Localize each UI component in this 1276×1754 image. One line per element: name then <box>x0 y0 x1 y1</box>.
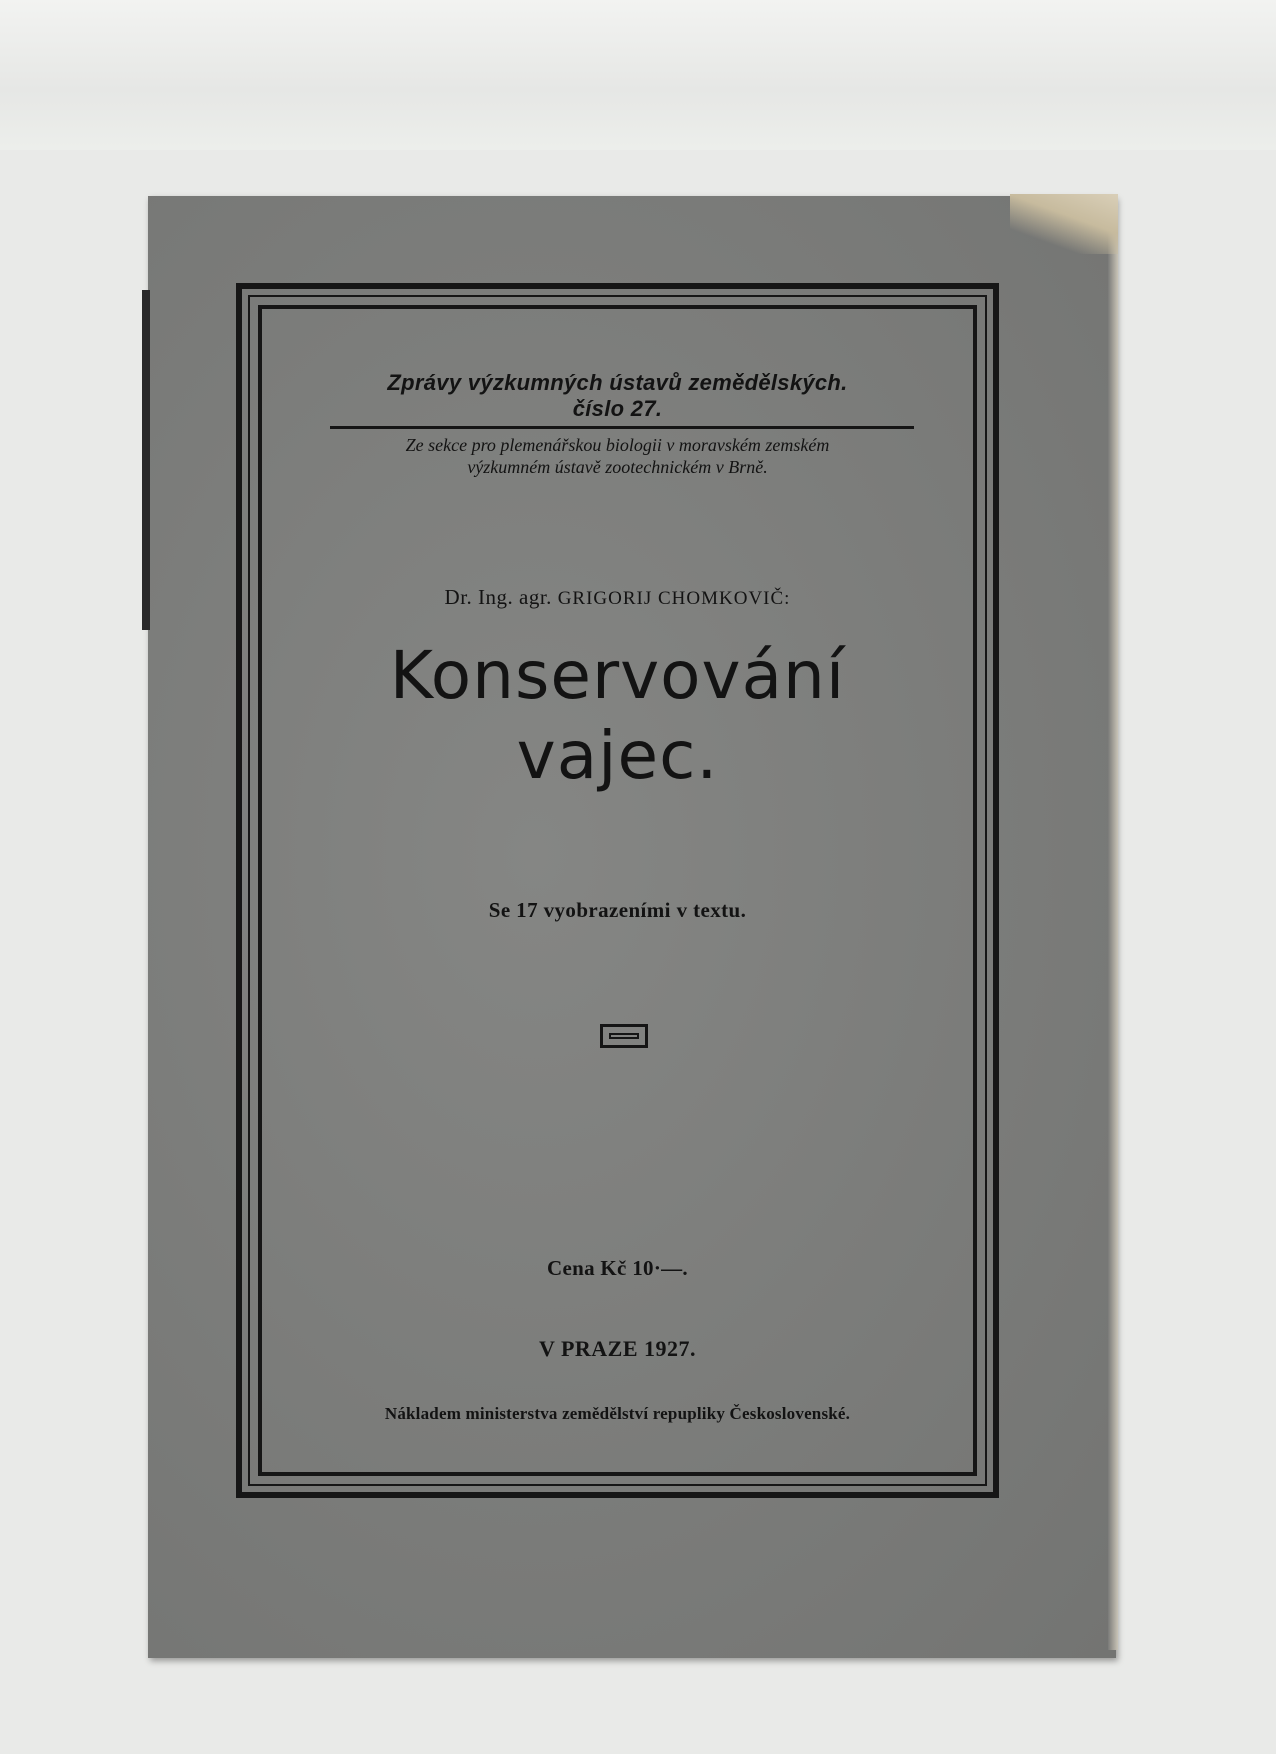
series-divider <box>330 426 914 429</box>
title-line-2: vajec. <box>516 717 719 794</box>
series-heading <box>258 370 977 422</box>
author-line <box>258 585 977 610</box>
scan-background <box>0 0 1276 150</box>
ornament-bar <box>609 1033 639 1039</box>
author-name: GRIGORIJ CHOMKOVIČ: <box>557 588 791 609</box>
border-frame-inner <box>258 305 977 1476</box>
place-year: V PRAZE 1927. <box>538 1336 697 1361</box>
subtitle: Se 17 vyobrazeními v textu. <box>488 898 747 922</box>
series-number: číslo 27. <box>572 396 663 421</box>
worn-corner <box>1010 194 1118 254</box>
printer-ornament-icon <box>600 1024 648 1048</box>
author-prefix: Dr. Ing. agr. <box>444 585 552 609</box>
section-line-2: výzkumném ústavě zootechnickém v Brně. <box>467 457 768 477</box>
section-note <box>258 434 977 478</box>
page-edge <box>1108 200 1118 1650</box>
series-title: Zprávy výzkumných ústavů zemědělských. <box>387 370 848 395</box>
publisher: Nákladem ministerstva zemědělství repupliky Československé. <box>384 1404 851 1423</box>
spine-edge <box>142 290 150 630</box>
section-line-1: Ze sekce pro plemenářskou biologii v moravském zemském <box>405 435 830 455</box>
title-line-1: Konservování <box>389 637 846 714</box>
price: Cena Kč 10·—. <box>547 1256 688 1280</box>
book-title <box>258 636 977 796</box>
